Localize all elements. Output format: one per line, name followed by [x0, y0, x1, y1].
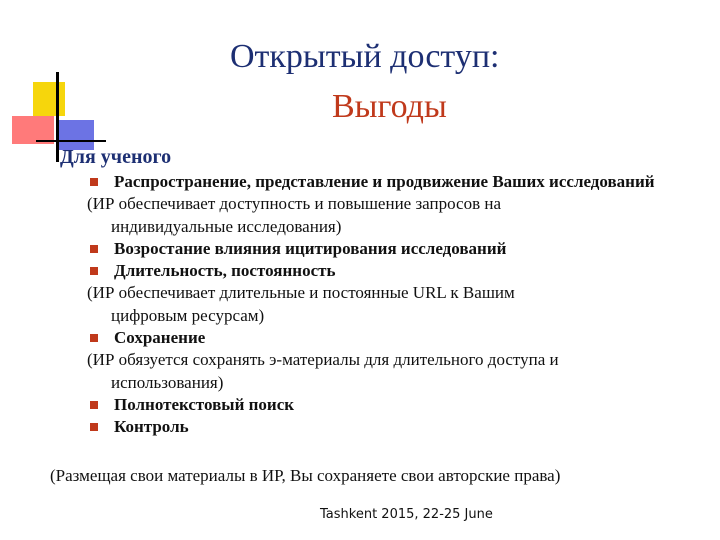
list-item-bullet	[60, 171, 680, 193]
note-text: (ИР обеспечивает длительные и постоянные URL к Вашим	[87, 283, 515, 303]
list-item-bullet	[60, 394, 680, 416]
bullet-text: Полнотекстовый поиск	[114, 394, 295, 414]
note-continuation: индивидуальные исследования)	[111, 216, 342, 236]
final-note: (Размещая свои материалы в ИР, Вы сохраняете свои авторские права)	[50, 466, 561, 485]
note-continuation: использования)	[111, 372, 224, 392]
list-item-note	[60, 349, 680, 394]
bullet-text: Контроль	[114, 417, 189, 437]
slide-body	[60, 171, 680, 439]
bullet-text: Сохранение	[114, 328, 206, 348]
slide-title-line2: Выгоды	[332, 88, 447, 125]
square-bullet-icon	[90, 267, 98, 275]
bullet-text: Длительность, постоянность	[114, 261, 336, 281]
bullet-text: Распространение, представление и продвижение Ваших исследований	[114, 172, 655, 191]
square-bullet-icon	[90, 423, 98, 431]
note-text: (ИР обязуется сохранять э-материалы для длительного доступа и	[87, 350, 559, 370]
note-text: (ИР обеспечивает доступность и повышение запросов на	[87, 194, 501, 214]
square-bullet-icon	[90, 401, 98, 409]
subheading: Для ученого	[60, 146, 172, 168]
list-item-bullet	[60, 260, 680, 282]
square-bullet-icon	[90, 178, 98, 186]
list-item-note	[60, 282, 680, 327]
logo-vertical-line	[56, 72, 59, 162]
square-bullet-icon	[90, 334, 98, 342]
bullet-text: Возростание влияния ицитирования исследований	[114, 238, 507, 258]
slide-logo-decoration	[0, 0, 110, 160]
logo-horizontal-line	[36, 140, 106, 142]
footer-text: Tashkent 2015, 22-25 June	[320, 507, 493, 522]
slide-title-line1: Открытый доступ:	[230, 38, 500, 75]
note-continuation: цифровым ресурсам)	[111, 305, 265, 325]
list-item-bullet	[60, 327, 680, 349]
list-item-bullet	[60, 238, 680, 260]
logo-yellow-square	[33, 82, 65, 116]
square-bullet-icon	[90, 245, 98, 253]
list-item-bullet	[60, 416, 680, 438]
list-item-note	[60, 193, 680, 238]
